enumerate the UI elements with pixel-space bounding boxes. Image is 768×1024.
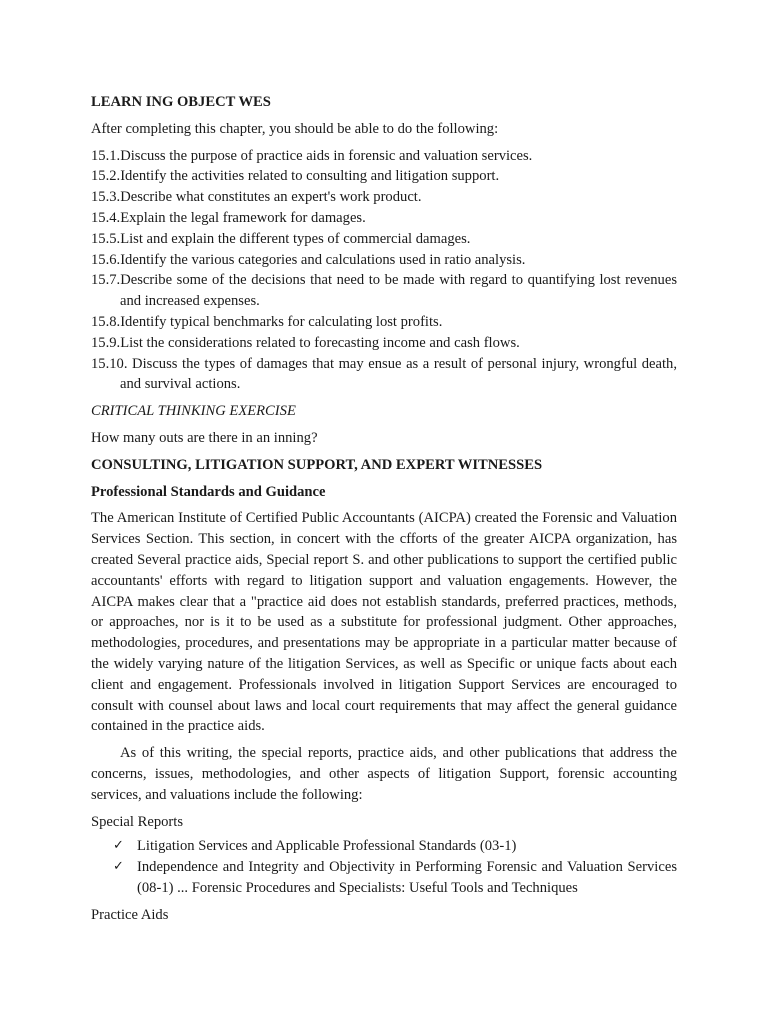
objective-item: 15.9.List the considerations related to forecasting income and cash flows. (91, 334, 520, 351)
special-report-item (91, 857, 677, 899)
objective-item: 15.8.Identify typical benchmarks for calculating lost profits. (91, 313, 443, 330)
objective-item: 15.10. Discuss the types of damages that may ensue as a result of personal injury, wrongful death, and survival actions. (91, 355, 677, 393)
section-heading: CONSULTING, LITIGATION SUPPORT, AND EXPERT WITNESSES (91, 456, 543, 473)
objective-item: 15.6.Identify the various categories and calculations used in ratio analysis. (91, 251, 526, 268)
objective-item: 15.5.List and explain the different types of commercial damages. (91, 230, 471, 247)
objective-item: 15.7.Describe some of the decisions that need to be made with regard to quantifying lost revenues and increased expenses. (91, 272, 677, 310)
subsection-heading: Professional Standards and Guidance (91, 483, 326, 500)
learning-objectives-heading: LEARN ING OBJECT WES (91, 94, 271, 110)
special-reports-label: Special Reports (91, 813, 184, 830)
objective-item: 15.2.Identify the activities related to consulting and litigation support. (91, 168, 500, 185)
special-report-text: Litigation Services and Applicable Professional Standards (03-1) (137, 838, 517, 855)
checkmark-icon: ✓ (113, 859, 124, 875)
objectives-list (91, 146, 677, 396)
document-page (91, 92, 677, 929)
critical-thinking-question: How many outs are there in an inning? (91, 429, 318, 446)
objective-item: 15.1.Discuss the purpose of practice aids in forensic and valuation services. (91, 147, 533, 164)
body-paragraph: The American Institute of Certified Public Accountants (AICPA) created the Forensic and Valuation Services Section. This section, in concert with the cfforts of the greater AICPA organization, has created Several practice aids, Special report S. and other publications to support the certified public accountants' efforts with regard to litigation support and valuation engagements. However, the AICPA makes clear that a "practice aid does not establish standards, preferred practices, methods, or approaches, nor is it to be used as a substitute for professional judgment. Other approaches, methodologies, procedures, and presentations may be appropriate in a particular matter because of the widely varying nature of the litigation Services, as well as Specific or unique facts about each client and engagement. Professionals involved in litigation Support Services are encouraged to consult with counsel about laws and local court requirements that may affect the general guidance contained in the practice aids. (91, 510, 677, 735)
special-report-text: Independence and Integrity and Objectivity in Performing Forensic and Valuation Services (08-1) ... Forensic Procedures and Specialists: Useful Tools and Techniques (137, 859, 677, 896)
special-reports-list (91, 836, 677, 898)
objective-item: 15.4.Explain the legal framework for damages. (91, 209, 366, 226)
checkmark-icon: ✓ (113, 838, 124, 854)
intro-text: After completing this chapter, you should be able to do the following: (91, 120, 499, 137)
objective-item: 15.3.Describe what constitutes an expert's work product. (91, 189, 422, 206)
critical-thinking-heading: CRITICAL THINKING EXERCISE (91, 403, 296, 420)
special-report-item (91, 836, 677, 857)
practice-aids-label: Practice Aids (91, 906, 169, 923)
body-paragraph: As of this writing, the special reports, practice aids, and other publications that address the concerns, issues, methodologies, and other aspects of litigation Support, forensic accounting services, and valuations include the following: (91, 745, 677, 803)
